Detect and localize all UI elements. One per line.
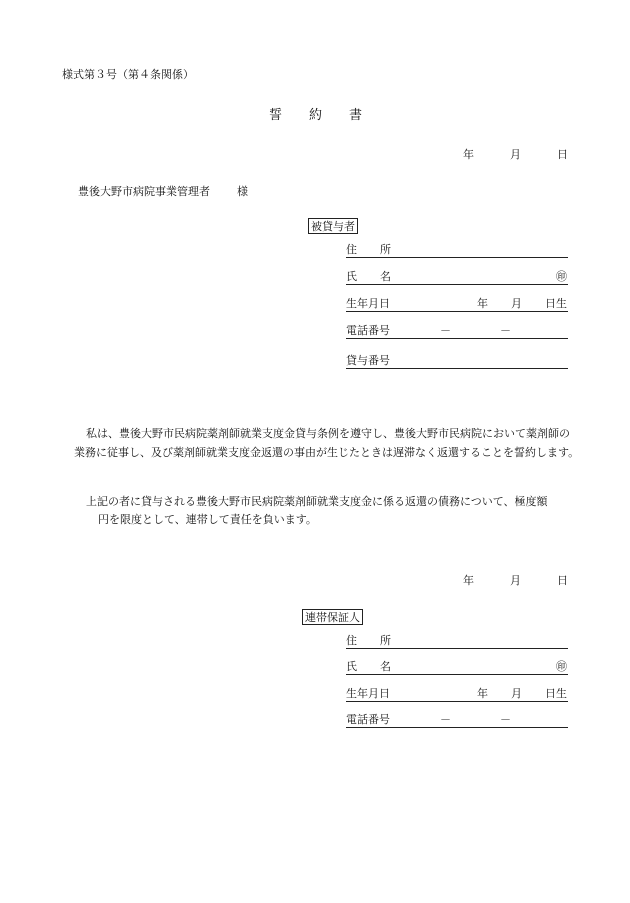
address-label-2: 所 [380,634,391,647]
title-char-2: 約 [309,108,323,123]
address-label-1: 住 [346,634,357,647]
borrower-loan-number-field[interactable] [346,354,568,369]
birthdate-label: 生年月日 [346,297,390,310]
guarantor-phone-field[interactable] [346,713,568,728]
date-month: 月 [510,574,521,587]
birth-year: 年 [477,297,488,310]
phone-label: 電話番号 [346,324,390,337]
birth-month: 月 [511,297,522,310]
date-day: 日 [557,574,568,587]
date-year: 年 [463,148,474,161]
addressee: 豊後大野市病院事業管理者 [78,185,210,198]
phone-dash-2: － [500,713,511,726]
name-label-1: 氏 [346,270,357,283]
birth-day: 日生 [545,297,567,310]
borrower-address-field[interactable] [346,243,568,258]
pledge-line-2: 業務に従事し、及び薬剤師就業支度金返還の事由が生じたときは遅滞なく返還することを誓約します。 [74,446,580,459]
name-label-2: 名 [380,270,391,283]
pledge-line-1: 私は、豊後大野市民病院薬剤師就業支度金貸与条例を遵守し、豊後大野市民病院において薬剤師の [86,427,570,440]
borrower-name-field[interactable] [346,270,568,285]
birth-day: 日生 [545,687,567,700]
address-label-1: 住 [346,243,357,256]
seal-mark: ㊞ [556,270,567,283]
name-label-1: 氏 [346,660,357,673]
date-year: 年 [463,574,474,587]
loan-number-label: 貸与番号 [346,354,390,367]
name-label-2: 名 [380,660,391,673]
guarantor-name-field[interactable] [346,660,568,675]
form-label: 様式第３号（第４条関係） [62,68,194,81]
birth-month: 月 [511,687,522,700]
date-month: 月 [510,148,521,161]
address-label-2: 所 [380,243,391,256]
phone-dash-1: － [440,324,451,337]
date-day: 日 [557,148,568,161]
guarantor-heading: 連帯保証人 [302,609,363,625]
guarantee-line-2: 円を限度として、連帯して責任を負います。 [98,513,317,526]
borrower-phone-field[interactable] [346,324,568,339]
seal-mark: ㊞ [556,660,567,673]
borrower-birthdate-field[interactable] [346,297,568,312]
birthdate-label: 生年月日 [346,687,390,700]
borrower-heading: 被貸与者 [308,218,358,234]
title-char-3: 書 [349,108,363,123]
guarantor-birthdate-field[interactable] [346,687,568,702]
honorific: 様 [237,185,248,198]
phone-dash-2: － [500,324,511,337]
phone-dash-1: － [440,713,451,726]
guarantor-address-field[interactable] [346,634,568,649]
title-char-1: 誓 [269,108,283,123]
guarantee-line-1: 上記の者に貸与される豊後大野市民病院薬剤師就業支度金に係る返還の債務について、極度額 [86,495,548,508]
phone-label: 電話番号 [346,713,390,726]
birth-year: 年 [477,687,488,700]
